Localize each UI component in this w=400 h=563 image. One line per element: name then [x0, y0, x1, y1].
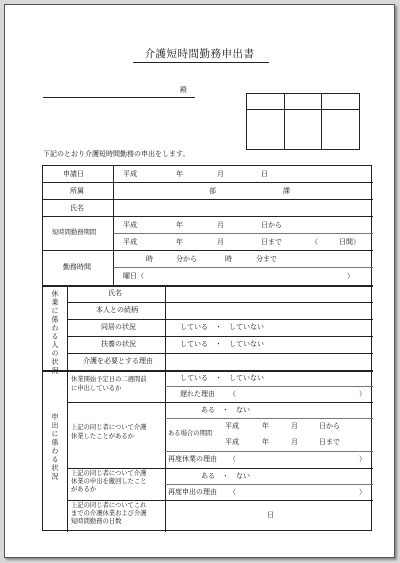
q2-line1: 上記の同じ者について介護 [71, 424, 147, 431]
title-underline [133, 62, 269, 63]
request-section-heading: 申出に係わる状況 [51, 413, 59, 481]
label-name: 氏名 [70, 204, 84, 212]
q2-from-era: 平成 [225, 422, 239, 430]
start-minute-label: 分から [176, 255, 197, 263]
end-hour-unit: 時 [225, 255, 232, 263]
q4-line1: 上記の同じ者についてこれ [71, 502, 147, 509]
resubmit-reason-open: （ [229, 488, 236, 496]
addressee-line [43, 97, 195, 98]
q2-to-label: 日まで [319, 438, 340, 446]
family-name-label: 氏名 [108, 289, 122, 297]
q2-line2: 休業したことがあるか [71, 433, 134, 440]
q4-line3: 短時間勤務の日数 [71, 518, 122, 525]
period-from-era: 平成 [123, 221, 137, 229]
late-reason-close: ） [359, 390, 366, 398]
family-cohabitation-label: 同居の状況 [101, 323, 136, 331]
day-unit: 日 [261, 170, 268, 178]
application-form-table [42, 165, 372, 531]
label-department: 所属 [70, 187, 84, 195]
q2-to-year: 年 [262, 438, 269, 446]
addressee-suffix: 殿 [180, 86, 187, 94]
label-application-date: 申請日 [63, 170, 84, 178]
reapply-reason-label: 再度休業の理由 [168, 455, 217, 463]
q2-from-year: 年 [262, 422, 269, 430]
support-choice: している ・ していない [180, 340, 264, 348]
family-reason-label: 介護を必要とする理由 [83, 357, 153, 365]
department-unit: 部 [209, 187, 216, 195]
weekday-close: ） [347, 272, 354, 280]
q2-to-month: 月 [291, 438, 298, 446]
resubmit-reason-close: ） [359, 488, 366, 496]
late-reason-open: （ [229, 390, 236, 398]
q2-from-month: 月 [291, 422, 298, 430]
weekday-label: 曜日（ [123, 272, 144, 280]
intro-text: 下記のとおり介護短時間勤務の申出をします。 [43, 150, 190, 158]
q3-line2: 休業の申出を撤回したこと [71, 478, 147, 485]
period-to-label: 日まで [261, 238, 282, 246]
approval-stamp-box [246, 93, 360, 150]
resubmit-reason-label: 再度申出の理由 [168, 488, 217, 496]
q2-from-label: 日から [319, 422, 340, 430]
q1-line1: 休業開始予定日の二週間前 [71, 376, 147, 383]
era-label: 平成 [123, 170, 137, 178]
q3-line3: があるか [71, 486, 97, 493]
year-unit: 年 [176, 170, 183, 178]
period-to-month: 月 [217, 238, 224, 246]
late-reason-label: 遅れた理由 [180, 390, 215, 398]
period-days-open: （ [311, 238, 318, 246]
family-support-label: 扶養の状況 [101, 340, 136, 348]
period-to-year: 年 [176, 238, 183, 246]
family-section-heading: 休業に係わる人の状況 [51, 290, 59, 375]
period-to-era: 平成 [123, 238, 137, 246]
period-from-month: 月 [217, 221, 224, 229]
q2-to-era: 平成 [225, 438, 239, 446]
end-minute-label: 分まで [256, 255, 277, 263]
reapply-reason-open: （ [229, 455, 236, 463]
label-work-hours: 勤務時間 [63, 263, 91, 271]
family-relation-label: 本人との続柄 [96, 306, 138, 314]
q1-answer: している ・ していない [180, 374, 264, 382]
q2-period-label: ある場合の期間 [168, 430, 213, 437]
q1-line2: に申出しているか [71, 385, 122, 392]
q2-answer: ある ・ ない [201, 406, 250, 414]
q4-line2: までの介護休業および介護 [71, 510, 147, 517]
q3-line1: 上記の同じ者について介護 [71, 470, 147, 477]
period-from-year: 年 [176, 221, 183, 229]
period-days-label: 日間） [339, 238, 360, 246]
q3-answer: ある ・ ない [201, 472, 250, 480]
document-sheet [4, 4, 395, 558]
start-hour-unit: 時 [146, 255, 153, 263]
period-from-label: 日から [261, 221, 282, 229]
label-period: 短時間勤務期間 [52, 229, 97, 236]
section-unit: 課 [283, 187, 290, 195]
page-title: 介護短時間勤務申出書 [144, 48, 255, 60]
q4-day-unit: 日 [267, 511, 274, 519]
reapply-reason-close: ） [359, 455, 366, 463]
month-unit: 月 [217, 170, 224, 178]
cohabitation-choice: している ・ していない [180, 323, 264, 331]
